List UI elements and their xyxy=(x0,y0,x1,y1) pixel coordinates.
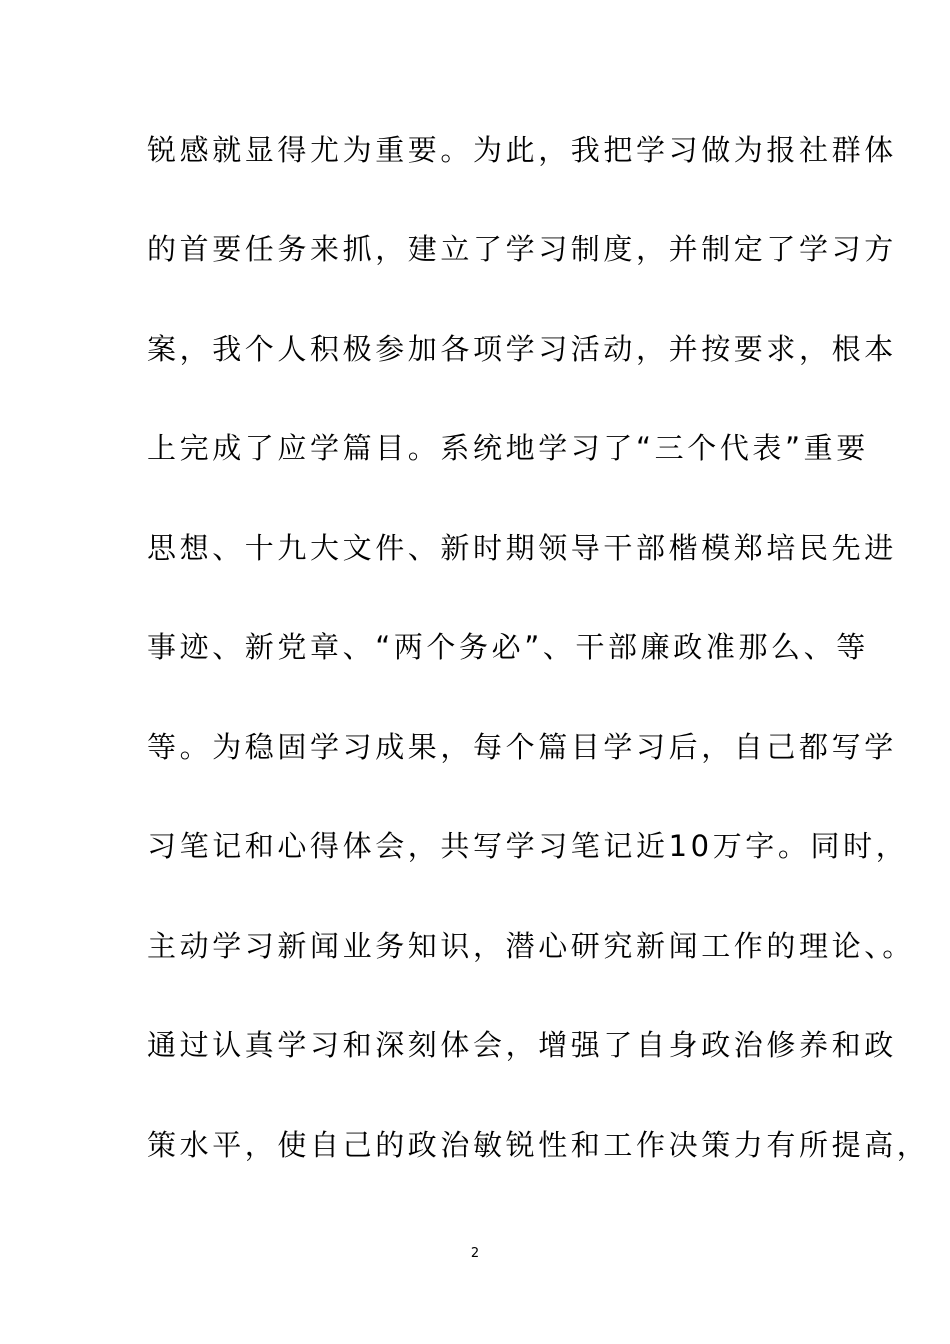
text-line-7: 等。为稳固学习成果，每个篇目学习后，自己都写学 xyxy=(147,730,897,764)
text-line-4: 上完成了应学篇目。系统地学习了“三个代表”重要 xyxy=(147,431,869,465)
text-line-9: 主动学习新闻业务知识，潜心研究新闻工作的理论、。 xyxy=(147,929,915,963)
text-line-3: 案，我个人积极参加各项学习活动，并按要求，根本 xyxy=(147,332,897,366)
text-line-8: 习笔记和心得体会，共写学习笔记近10万字。同时， xyxy=(147,829,909,863)
page-number: 2 xyxy=(470,1246,480,1261)
text-line-1: 锐感就显得尤为重要。为此，我把学习做为报社群体 xyxy=(147,133,897,167)
text-line-5: 思想、十九大文件、新时期领导干部楷模郑培民先进 xyxy=(147,531,897,565)
text-line-10: 通过认真学习和深刻体会，增强了自身政治修养和政 xyxy=(147,1028,897,1062)
text-line-6: 事迹、新党章、“两个务必”、干部廉政准那么、等 xyxy=(147,630,869,664)
text-line-11: 策水平，使自己的政治敏锐性和工作决策力有所提高， xyxy=(147,1128,930,1162)
text-line-2: 的首要任务来抓，建立了学习制度，并制定了学习方 xyxy=(147,232,897,266)
